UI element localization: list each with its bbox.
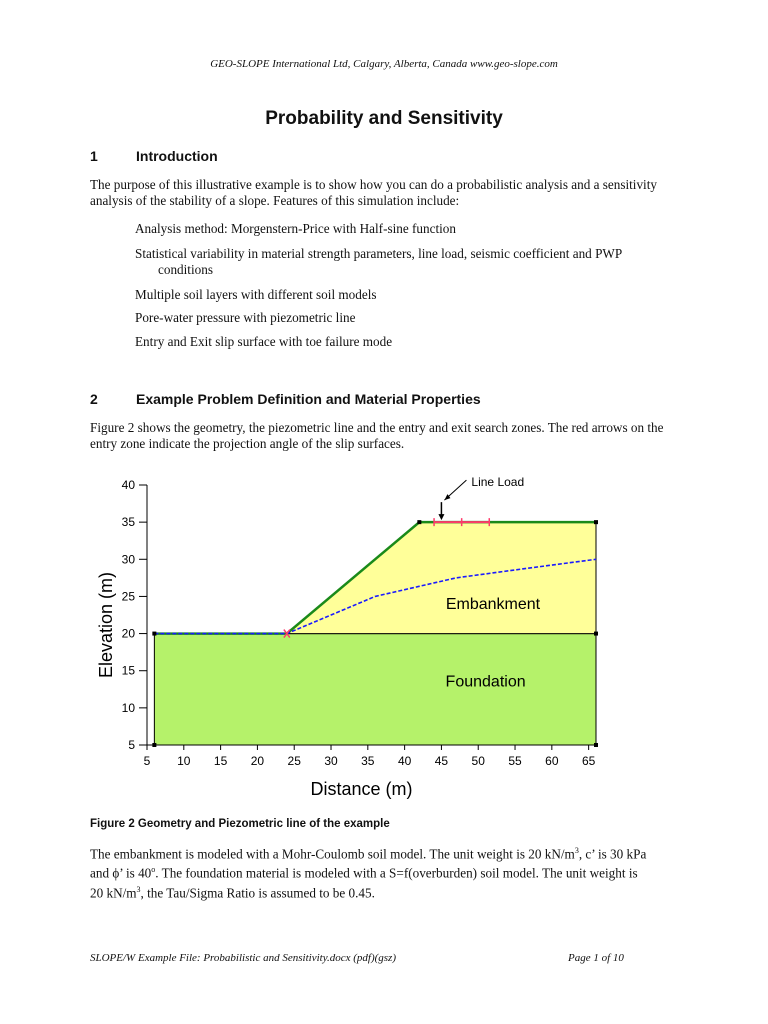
paragraph-line bbox=[90, 882, 690, 901]
x-tick-label: 50 bbox=[471, 754, 485, 768]
text-run: , the Tau/Sigma Ratio is assumed to be 0.45. bbox=[140, 885, 375, 901]
x-tick-label: 10 bbox=[177, 754, 191, 768]
text-run: The embankment is modeled with a Mohr-Coulomb soil model. The unit weight is 20 kN/m bbox=[90, 846, 575, 862]
superscript: 3 bbox=[574, 846, 579, 855]
x-tick-label: 55 bbox=[508, 754, 522, 768]
node-point bbox=[594, 743, 598, 747]
region-label: Embankment bbox=[445, 596, 541, 614]
material-paragraph bbox=[90, 843, 690, 901]
page-title: Probability and Sensitivity bbox=[265, 108, 503, 129]
paragraph-line bbox=[90, 862, 690, 881]
section-title: Example Problem Definition and Material Properties bbox=[136, 391, 481, 407]
figure-caption: Figure 2 Geometry and Piezometric line of the example bbox=[90, 818, 390, 830]
x-tick-label: 60 bbox=[545, 754, 559, 768]
y-tick-label: 30 bbox=[121, 552, 135, 567]
list-item-text: Statistical variability in material strength parameters, line load, seismic coefficient and PWP bbox=[135, 246, 623, 261]
x-tick-label: 25 bbox=[287, 754, 301, 768]
section-number: 2 bbox=[90, 391, 98, 407]
text-run: 20 kN/m bbox=[90, 885, 137, 901]
region-label: Foundation bbox=[445, 673, 526, 691]
slope-geometry-figure bbox=[90, 465, 690, 810]
y-tick-label: 40 bbox=[121, 478, 135, 492]
x-axis-label: Distance (m) bbox=[310, 779, 413, 799]
footer-right: Page 1 of 10 bbox=[568, 952, 624, 964]
section-2-heading bbox=[90, 391, 690, 409]
y-tick-label: 15 bbox=[121, 663, 135, 678]
x-tick-label: 5 bbox=[143, 754, 151, 768]
y-axis-label: Elevation (m) bbox=[96, 571, 116, 679]
text-run: . The foundation material is modeled with a S=f(overburden) soil model. The unit weight is bbox=[155, 865, 638, 881]
foundation-region bbox=[154, 634, 596, 745]
list-item: Multiple soil layers with different soil models bbox=[135, 287, 377, 302]
intro-paragraph: The purpose of this illustrative example is to show how you can do a probabilistic analysis and a sensitivity analysis of the stability of a slope. Features of this simulation include: bbox=[90, 177, 657, 208]
superscript: 3 bbox=[136, 884, 141, 894]
embankment-region bbox=[287, 522, 596, 633]
section-title: Introduction bbox=[136, 148, 218, 164]
page-header: GEO-SLOPE International Ltd, Calgary, Alberta, Canada www.geo-slope.com bbox=[210, 58, 558, 70]
x-tick-label: 45 bbox=[434, 754, 449, 768]
x-tick-label: 30 bbox=[324, 754, 338, 768]
list-item bbox=[135, 246, 675, 278]
x-tick-label: 15 bbox=[213, 754, 228, 768]
footer-left: SLOPE/W Example File: Probabilistic and Sensitivity.docx (pdf)(gsz) bbox=[90, 952, 397, 964]
x-tick-label: 35 bbox=[361, 754, 375, 768]
line-load-arrowhead bbox=[438, 514, 444, 520]
node-point bbox=[594, 632, 598, 636]
x-tick-label: 40 bbox=[397, 754, 412, 768]
y-tick-label: 5 bbox=[128, 738, 135, 752]
node-point bbox=[152, 632, 156, 636]
y-tick-label: 35 bbox=[121, 515, 135, 530]
section-2-paragraph: Figure 2 shows the geometry, the piezometric line and the entry and exit search zones. The red arrows on the entry zone indicate the projection angle of the slip surfaces. bbox=[90, 420, 664, 451]
plot-area bbox=[96, 475, 598, 799]
node-point bbox=[152, 743, 156, 747]
y-tick-label: 10 bbox=[121, 700, 135, 715]
x-tick-label: 65 bbox=[581, 754, 596, 768]
text-run: and ϕ’ is 40 bbox=[90, 865, 152, 881]
y-tick-label: 20 bbox=[121, 626, 135, 641]
line-load-label: Line Load bbox=[471, 475, 525, 490]
superscript: o bbox=[151, 865, 156, 875]
list-item: Pore-water pressure with piezometric line bbox=[135, 310, 356, 325]
list-item-continuation: conditions bbox=[158, 262, 213, 277]
section-number: 1 bbox=[90, 148, 98, 164]
y-tick-label: 25 bbox=[121, 589, 135, 604]
list-item: Analysis method: Morgenstern-Price with Half-sine function bbox=[135, 221, 456, 236]
node-point bbox=[417, 520, 421, 524]
list-item: Entry and Exit slip surface with toe failure mode bbox=[135, 334, 393, 349]
node-point bbox=[594, 520, 598, 524]
text-run: , c’ is 30 kPa bbox=[578, 846, 647, 862]
paragraph-line bbox=[90, 843, 690, 862]
section-1-heading bbox=[90, 148, 690, 166]
x-tick-label: 20 bbox=[250, 754, 265, 768]
